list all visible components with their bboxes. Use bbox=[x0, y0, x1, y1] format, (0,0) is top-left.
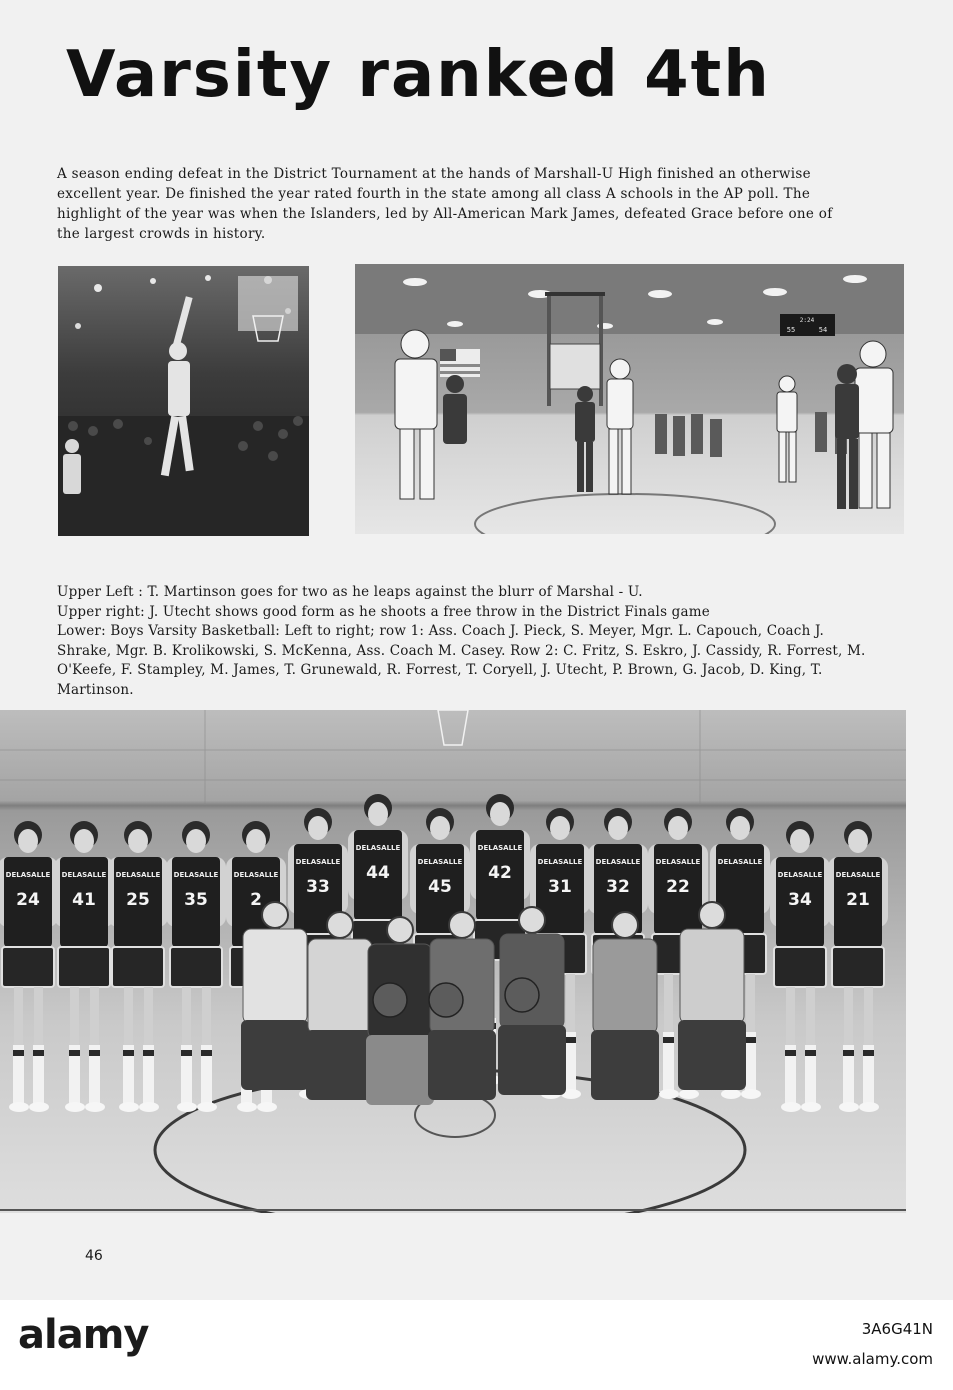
jersey-number: 32 bbox=[606, 877, 630, 897]
basketball-2 bbox=[429, 983, 463, 1017]
jersey-team-name: DELASALLE bbox=[115, 871, 161, 879]
staff-1 bbox=[241, 902, 309, 1090]
basketball-3 bbox=[505, 978, 539, 1012]
intro-paragraph: A season ending defeat in the District Tournament at the hands of Marshall-U High finished an otherwise excellent year. De finished the year rated fourth in the state among all class A schools in the AP poll. The highlight of the year was when the Islanders, led by All-American Mark James, defeated Grace before one of the largest crowds in history. bbox=[57, 166, 833, 242]
scoreboard-away: 54 bbox=[818, 326, 828, 334]
footer-bar bbox=[0, 1300, 953, 1390]
jersey-number: 34 bbox=[788, 890, 812, 910]
jersey-team-name: DELASALLE bbox=[595, 858, 641, 866]
jersey-team-name: DELASALLE bbox=[717, 858, 763, 866]
jersey-number: 42 bbox=[488, 863, 512, 883]
photo-upper-left bbox=[58, 266, 309, 536]
jersey-team-name: DELASALLE bbox=[173, 871, 219, 879]
jersey-number: 22 bbox=[666, 877, 690, 897]
caption-upper-left: Upper Left : T. Martinson goes for two as he leaps against the blurr of Marshal - U. bbox=[57, 584, 643, 600]
scoreboard-home: 55 bbox=[786, 326, 796, 334]
jersey-team-name: DELASALLE bbox=[233, 871, 279, 879]
jersey-number: 44 bbox=[366, 863, 390, 883]
jersey-team-name: DELASALLE bbox=[417, 858, 463, 866]
staff-2 bbox=[306, 912, 374, 1100]
jersey-number: 31 bbox=[548, 877, 572, 897]
footer-logo: alamy bbox=[18, 1312, 149, 1358]
photo-upper-right bbox=[355, 264, 904, 534]
caption-lower: Lower: Boys Varsity Basketball: Left to right; row 1: Ass. Coach J. Pieck, S. Meyer, Mgr. L. Capouch, Coach J. Shrake, Mgr. B. Krolikowski, S. McKenna, Ass. Coach M. Casey. Row 2: C. Fritz, S. Eskro, J. Cassidy, R. Forrest, M. O'Keefe, F. Stampley, M. James, T. Grunewald, R. Forrest, T. Coryell, J. Utecht, P. Brown, G. Jacob, D. King, T. Martinson. bbox=[57, 623, 866, 698]
footer-url: www.alamy.com bbox=[812, 1350, 933, 1368]
page-title: Varsity ranked 4th bbox=[66, 38, 771, 112]
jersey-number: 35 bbox=[184, 890, 208, 910]
jersey-team-name: DELASALLE bbox=[477, 844, 523, 852]
jersey-number: 25 bbox=[126, 890, 150, 910]
jersey-team-name: DELASALLE bbox=[777, 871, 823, 879]
jersey-team-name: DELASALLE bbox=[61, 871, 107, 879]
jersey-number: 2 bbox=[250, 890, 262, 910]
scoreboard-time: 2:24 bbox=[799, 317, 815, 324]
footer-image-id: 3A6G41N bbox=[861, 1320, 933, 1338]
staff-7 bbox=[678, 902, 746, 1090]
photo-team bbox=[0, 710, 906, 1213]
jersey-number: 33 bbox=[306, 877, 330, 897]
jersey-number: 45 bbox=[428, 877, 452, 897]
basketball-1 bbox=[373, 983, 407, 1017]
jersey-team-name: DELASALLE bbox=[295, 858, 341, 866]
jersey-team-name: DELASALLE bbox=[537, 858, 583, 866]
jersey-team-name: DELASALLE bbox=[835, 871, 881, 879]
jersey-number: 21 bbox=[846, 890, 870, 910]
jersey-number: 24 bbox=[16, 890, 40, 910]
jersey-team-name: DELASALLE bbox=[5, 871, 51, 879]
jersey-number: 41 bbox=[72, 890, 96, 910]
caption-upper-right: Upper right: J. Utecht shows good form as he shoots a free throw in the District Finals game bbox=[57, 603, 710, 620]
staff-6 bbox=[591, 912, 659, 1100]
photo-captions bbox=[57, 583, 877, 700]
jersey-team-name: DELASALLE bbox=[355, 844, 401, 852]
page-number: 46 bbox=[85, 1248, 103, 1264]
jersey-team-name: DELASALLE bbox=[655, 858, 701, 866]
